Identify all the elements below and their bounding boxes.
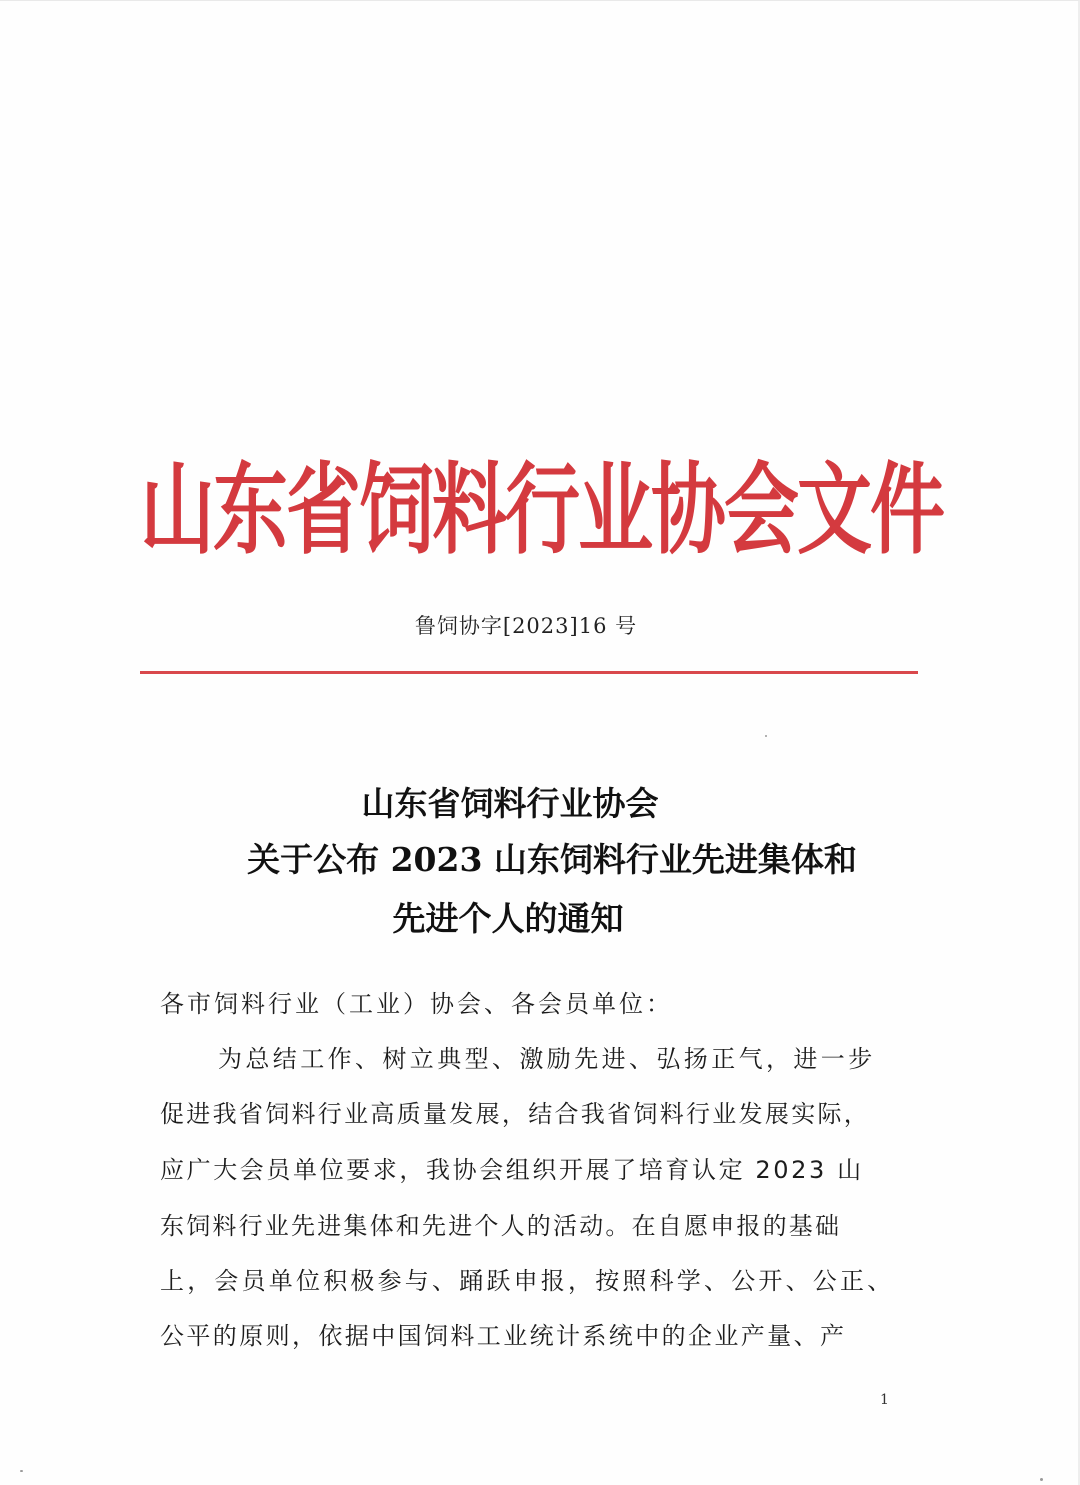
document-number: 鲁饲协字[2023]16 号: [414, 614, 638, 638]
document-header-title: 山东省饲料行业协会文件: [140, 451, 944, 568]
body-line: 公平的原则，依据中国饲料工业统计系统中的企业产量、产: [160, 1322, 847, 1350]
body-line: 为总结工作、树立典型、激励先进、弘扬正气，进一步: [218, 1045, 876, 1073]
body-line: 应广大会员单位要求，我协会组织开展了培育认定 2023 山: [160, 1156, 864, 1184]
scan-speck: [1040, 1478, 1043, 1481]
body-line: 上，会员单位积极参与、踊跃申报，按照科学、公开、公正、: [160, 1267, 895, 1295]
scan-speck: [765, 735, 767, 737]
body-line: 促进我省饲料行业高质量发展，结合我省饲料行业发展实际，: [160, 1100, 871, 1128]
notice-title-line-3: 先进个人的通知: [392, 899, 624, 938]
red-divider-line: [140, 671, 918, 674]
notice-title-line-2: 关于公布 2023 山东饲料行业先进集体和: [247, 840, 857, 879]
notice-title-line-1: 山东省饲料行业协会: [361, 784, 659, 823]
page-number: 1: [880, 1392, 889, 1408]
scan-speck: [20, 1470, 23, 1472]
body-line: 东饲料行业先进集体和先进个人的活动。在自愿申报的基础: [160, 1212, 842, 1240]
salutation: 各市饲料行业（工业）协会、各会员单位：: [160, 990, 673, 1018]
